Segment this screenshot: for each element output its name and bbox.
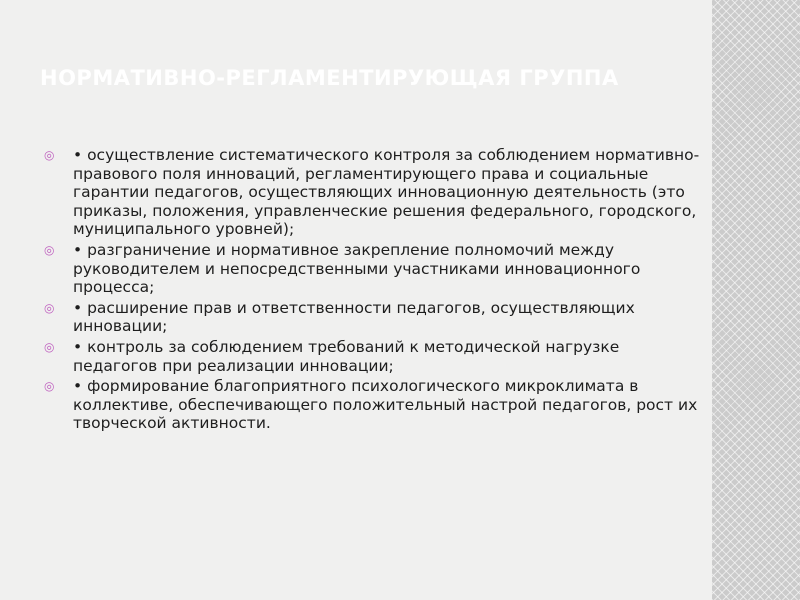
list-item-text: • разграничение и нормативное закрепление полномочий между руководителем и непосредственными участниками инновационного процесса; — [73, 240, 641, 297]
list-item — [44, 241, 704, 297]
list-item — [44, 338, 704, 375]
circle-outline-bullet-icon: ◎ — [44, 148, 55, 162]
circle-outline-bullet-icon: ◎ — [44, 379, 55, 394]
bullet-list — [44, 146, 704, 435]
list-item-text: • расширение прав и ответственности педагогов, осуществляющих инновации; — [73, 298, 635, 336]
list-item — [44, 377, 704, 433]
list-item — [44, 299, 704, 336]
list-item-text: • контроль за соблюдением требований к методической нагрузке педагогов при реализации инновации; — [73, 337, 620, 375]
decorative-pattern-band — [712, 0, 800, 600]
circle-outline-bullet-icon: ◎ — [44, 339, 55, 354]
circle-outline-bullet-icon: ◎ — [44, 300, 55, 315]
list-item — [44, 146, 704, 239]
slide-title: НОРМАТИВНО-РЕГЛАМЕНТИРУЮЩАЯ ГРУППА — [40, 66, 619, 90]
circle-outline-bullet-icon: ◎ — [44, 242, 55, 257]
list-item-text: • формирование благоприятного психологического микроклимата в коллективе, обеспечивающего положительный настрой педагогов, рост их творческой активности. — [73, 377, 698, 433]
list-item-text: • осуществление систематического контроля за соблюдением нормативно-правового поля инноваций, регламентирующего права и социальные гарантии педагогов, осуществляющих инновационную деятельность (это приказы, положения, управленческие решения федерального, городского, муниципального уровней); — [73, 146, 700, 239]
